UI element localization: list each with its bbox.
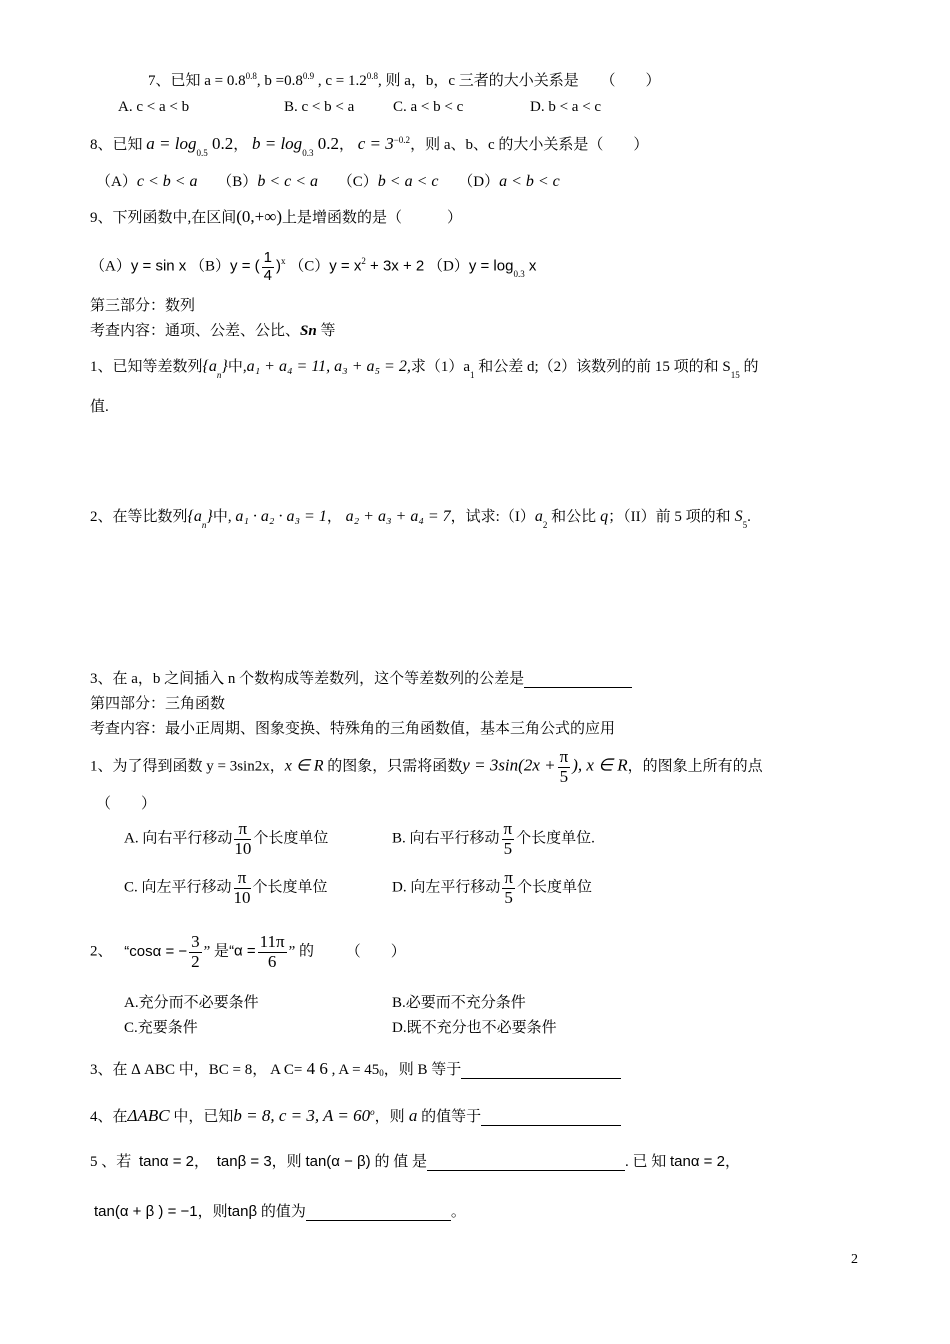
part4-title: 第四部分：三角函数 bbox=[90, 696, 226, 712]
s4q2-option-b: B.必要而不充分条件 bbox=[392, 995, 526, 1011]
s4q1-option-a: A. 向右平行移动 $\frac{\pi}{10}$ 个长度单位 bbox=[124, 819, 329, 858]
s3q1-line1: 1、已知等差数列$\{a_n\}$中,a₁ + a₄ = 11, a₃ + a₅ = 2,求$(1)a_1$ 和公差 d;（2）该数列的前 15 项的和 $S_{15}$ 的 bbox=[90, 358, 759, 380]
s4q5-blank-2 bbox=[306, 1206, 451, 1221]
s4q1-option-c: C. 向左平行移动 $\frac{\pi}{10}$ 个长度单位 bbox=[124, 868, 328, 907]
q8-stem: 8、已知 $a = \log_{0.5} 0.2$， $b = \log_{0.3} 0.2$， $c = 3^{-0.2}$，则 a、b、c 的大小关系是（ ） bbox=[90, 134, 649, 158]
s3q3-blank bbox=[524, 673, 632, 688]
s4q1-paren: （ ） bbox=[96, 796, 157, 812]
q7-stem: 7、已知 $a = 0.8^{0.8}$, $b =0.8^{0.9}$ , $c = 1.2^{0.8}$, 则 a，b，c 三者的大小关系是 （ ） bbox=[148, 71, 661, 89]
s4q2-option-a: A.充分而不必要条件 bbox=[124, 995, 259, 1011]
s4q1-line1: 1、为了得到函数 y = 3sin2x，x ∈ R 的图象，只需将函数y = 3sin(2x + $\frac{\pi}{5}$ ), x ∈ R，的图象上所有的点 bbox=[90, 747, 763, 786]
q9-options: （A）y = sin x （B）y = ( $\frac{1}{4}$ )$^x$ $(C)y = x^2 + 3x + 2$ $(D)y = \log_{0.3} x$ bbox=[90, 249, 537, 284]
s3q1-line2: 值. bbox=[90, 399, 109, 415]
s4q5-line2: tan(α + β ) = −1，则tanβ 的值为 。 bbox=[94, 1203, 466, 1220]
s4q1-option-b: B. 向右平行移动 $\frac{\pi}{5}$ 个长度单位. bbox=[392, 819, 595, 858]
s4q1-option-d: D. 向左平行移动 $\frac{\pi}{5}$ 个长度单位 bbox=[392, 868, 592, 907]
s4q2-line: 2、 “cosα = − $\frac{3}{2}$ ” 是“α = $\frac{11\pi}{6}$ ” 的 （ ） bbox=[90, 932, 406, 971]
part4-content: 考查内容：最小正周期、图象变换、特殊角的三角函数值，基本三角公式的应用 bbox=[90, 721, 616, 737]
q9-stem: 9、下列函数中,在区间(0,+∞)上是增函数的是（ ） bbox=[90, 207, 463, 226]
part3-content: 考查内容：通项、公差、公比、Sn 等 bbox=[90, 323, 336, 339]
q7-option-c: C. a < b < c bbox=[393, 99, 464, 115]
s4q5-blank-1 bbox=[427, 1156, 625, 1171]
q7-option-d: D. b < a < c bbox=[530, 99, 602, 115]
s4q4-line: 4、在ΔABC 中，已知b = 8, c = 3, $A = 60^o$，则 a 的值等于 bbox=[90, 1106, 621, 1126]
s3q3-line: 3、在 a，b 之间插入 n 个数构成等差数列，这个等差数列的公差是 bbox=[90, 670, 632, 688]
part3-title: 第三部分：数列 bbox=[90, 298, 196, 314]
q7-option-a: A. c < a < b bbox=[118, 99, 190, 115]
s4q3-line: 3、在 ∆ ABC 中，BC = 8， A C= 4 6 , A = 450，则 B 等于 bbox=[90, 1059, 621, 1079]
s4q4-blank bbox=[481, 1111, 621, 1126]
page-number: 2 bbox=[851, 1252, 858, 1267]
s4q3-blank bbox=[461, 1064, 621, 1079]
s3q2-line: 2、在等比数列$\{a_n\}$中, a₁ · a₂ · a₃ = 1， a₂ + a₃ + a₄ = 7，试求$:(I)a_2$ 和公比 q；（II）前 5 项的和 $S_5$. bbox=[90, 508, 751, 530]
s4q5-line1: 5 、若 tanα = 2， tanβ = 3，则 tan(α − β) 的 值 是 . 已 知 tanα = 2， bbox=[90, 1153, 740, 1170]
q8-options: （A）c < b < a （B）b < c < a （C）b < a < c （D）a < b < c bbox=[96, 173, 560, 190]
q7-option-b: B. c < b < a bbox=[284, 99, 355, 115]
s4q2-option-d: D.既不充分也不必要条件 bbox=[392, 1020, 557, 1036]
s4q2-option-c: C.充要条件 bbox=[124, 1020, 198, 1036]
